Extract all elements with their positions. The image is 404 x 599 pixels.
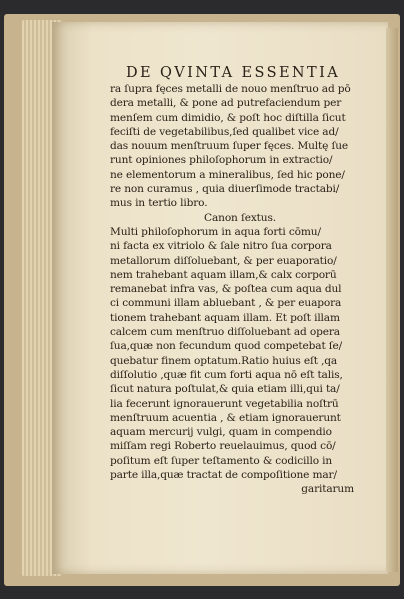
text-line: menſtruum acuentia , & etiam ignorauerunt	[110, 411, 341, 424]
text-line: mus in tertio libro.	[110, 197, 208, 210]
page-text-block	[110, 64, 354, 497]
text-line: feciſti de vegetabilibus,ſed qualibet vice ad/	[110, 125, 339, 138]
text-line: ra ſupra fęces metalli de nouo menſtruo ad pō	[110, 83, 351, 95]
catchword: garitarum	[301, 483, 354, 496]
text-line: ni facta ex vitriolo & ſale nitro ſua corpora	[110, 240, 332, 253]
text-line: runt opiniones philoſophorum in extractio/	[110, 154, 333, 167]
text-line: ci communi illam abluebant , & per euapora	[110, 297, 342, 310]
text-line: diſſolutio ,quæ fit cum forti aqua nō eſt talis,	[110, 368, 343, 381]
text-line: quebatur finem optatum.Ratio huius eſt ,qa	[110, 354, 338, 367]
section-heading: Canon ſextus.	[204, 211, 276, 224]
text-line: calcem cum menſtruo diſſoluebant ad opera	[110, 326, 340, 339]
facing-page-edge	[386, 28, 398, 572]
text-line: miſſam regi Roberto reuelauimus, quod cō/	[110, 440, 336, 453]
text-line: ſicut natura poſtulat,& quia etiam illi,qui ta/	[110, 383, 340, 396]
text-line: aquam mercurij vulgi, quam in compendio	[110, 426, 332, 439]
running-head: DE QVINTA ESSENTIA	[126, 65, 341, 81]
text-line: metallorum diſſoluebant, & per euaporatio/	[110, 254, 337, 267]
text-line: poſitum eſt ſuper teſtamento & codicillo in	[110, 454, 333, 467]
text-line: lia fecerunt ignorauerunt vegetabilia noſtrū	[110, 397, 339, 410]
text-line: ne elementorum a mineralibus, ſed hic pone/	[110, 168, 345, 181]
text-line: tionem trahebant aquam illam. Et poſt illam	[110, 311, 340, 324]
text-line: remanebat infra vas, & poſtea cum aqua dul	[110, 283, 342, 296]
text-line: dera metalli, & pone ad putrefaciendum per	[110, 97, 342, 110]
text-line: ſua,quæ non fecundum quod competebat ſe/	[110, 340, 343, 353]
text-line: das nouum menſtruum ſuper fęces. Multę ſue	[110, 140, 349, 153]
text-line: menſem cum dimidio, & poſt hoc diſtilla ſicut	[110, 111, 346, 124]
text-line: Multi philoſophorum in aqua forti cōmu/	[110, 225, 321, 238]
text-line: nem trahebant aquam illam,& calx corporū	[110, 268, 337, 281]
text-line: parte illa,quæ tractat de compoſitione mar/	[110, 469, 337, 482]
text-line: re non curamus , quia diuerſimode tractabi/	[110, 183, 340, 196]
